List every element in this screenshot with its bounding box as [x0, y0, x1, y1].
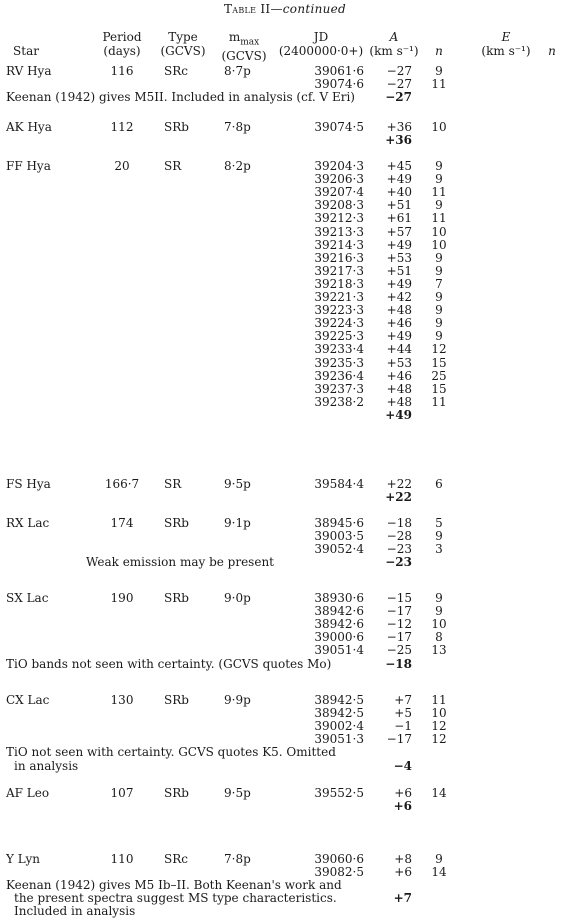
header-type — [158, 30, 208, 58]
observation-jd: 39002·4 — [314, 719, 364, 734]
observation-count: 9 — [435, 290, 443, 304]
observation-jd: 38942·5 — [314, 706, 364, 721]
observation-velocity: +53 — [386, 355, 412, 370]
observation-count: 9 — [435, 172, 443, 187]
observation-velocity: +6 — [394, 786, 412, 800]
star-note: Included in analysis — [14, 904, 136, 918]
header-period-line1: Period — [102, 30, 142, 44]
header-jd — [276, 30, 366, 58]
observation-velocity: −18 — [386, 516, 412, 530]
header-n2-label: n — [548, 44, 556, 58]
observation-jd: 39204·3 — [314, 159, 364, 173]
observation-count: 10 — [431, 120, 447, 134]
observation-velocity: −1 — [394, 719, 412, 734]
header-e-line1 — [476, 30, 536, 44]
observation-velocity: +51 — [386, 263, 412, 278]
header-mmax-m: m — [228, 30, 241, 44]
star-note: in analysis — [14, 758, 79, 773]
star-name: CX Lac — [6, 693, 50, 707]
star-mmax: 9·1p — [224, 516, 251, 530]
observation-count: 12 — [431, 342, 447, 357]
observation-jd: 39000·6 — [314, 630, 364, 645]
observation-jd: 39225·3 — [314, 329, 364, 344]
star-period: 107 — [110, 786, 134, 800]
observation-jd: 38942·5 — [314, 693, 364, 707]
star-name: RX Lac — [6, 516, 50, 530]
header-mmax-sub: max — [240, 37, 260, 48]
observation-count: 5 — [435, 516, 443, 530]
star-type: SRb — [164, 693, 189, 707]
header-star — [8, 44, 44, 58]
star-type: SR — [164, 159, 182, 173]
observation-velocity: +46 — [386, 316, 412, 331]
observation-jd: 39082·5 — [314, 865, 364, 880]
observation-velocity: −17 — [386, 732, 412, 747]
observation-count: 7 — [435, 276, 443, 291]
star-mmax: 8·2p — [224, 159, 251, 173]
observation-velocity: +6 — [394, 865, 412, 880]
table-title-main: Table II — [223, 2, 271, 16]
star-note: TiO bands not seen with certainty. (GCVS quotes Mo) — [6, 656, 332, 671]
observation-count: 10 — [431, 617, 447, 632]
observation-count: 9 — [435, 852, 443, 866]
observation-count: 10 — [431, 224, 447, 239]
observation-velocity: −17 — [386, 604, 412, 619]
observation-jd: 39207·4 — [314, 185, 364, 200]
star-type: SRb — [164, 516, 189, 530]
observation-jd: 39061·6 — [314, 64, 364, 78]
observation-count: 9 — [435, 604, 443, 619]
observation-count: 9 — [435, 250, 443, 265]
header-type-line2: (GCVS) — [160, 44, 206, 58]
star-period: 110 — [110, 852, 134, 866]
star-note: Keenan (1942) gives M5 Ib–II. Both Keenan's work and — [6, 878, 342, 893]
observation-jd: 39074·6 — [314, 77, 364, 92]
observation-count: 11 — [431, 211, 447, 226]
observation-velocity: +57 — [386, 224, 412, 239]
observation-velocity: +8 — [394, 852, 412, 866]
star-mmax: 9·5p — [224, 477, 251, 491]
star-mean-velocity: +22 — [385, 490, 412, 505]
header-mmax-line1 — [216, 30, 272, 49]
observation-velocity: −23 — [386, 542, 412, 557]
observation-velocity: +7 — [394, 693, 412, 707]
observation-velocity: −25 — [386, 643, 412, 658]
star-note: Weak emission may be present — [86, 555, 274, 570]
star-period: 112 — [110, 120, 134, 134]
star-mmax: 7·8p — [224, 852, 251, 866]
star-mean-velocity: +7 — [393, 891, 412, 906]
header-n-label: n — [435, 44, 443, 58]
observation-jd: 39224·3 — [314, 316, 364, 331]
observation-count: 15 — [431, 355, 447, 370]
observation-count: 15 — [431, 381, 447, 396]
star-type: SRb — [164, 120, 189, 134]
observation-jd: 39051·3 — [314, 732, 364, 747]
star-period: 130 — [110, 693, 134, 707]
header-n — [424, 44, 454, 58]
observation-count: 9 — [435, 591, 443, 605]
star-period: 174 — [110, 516, 134, 530]
header-n2 — [540, 44, 564, 58]
header-jd-line1: JD — [313, 30, 329, 44]
observation-velocity: −17 — [386, 630, 412, 645]
header-a — [366, 30, 422, 58]
observation-jd: 39074·5 — [314, 120, 364, 134]
star-period: 116 — [110, 64, 134, 78]
observation-jd: 39223·3 — [314, 303, 364, 318]
observation-velocity: +49 — [386, 329, 412, 344]
observation-jd: 39235·3 — [314, 355, 364, 370]
observation-count: 11 — [431, 394, 447, 409]
star-name: AF Leo — [6, 786, 50, 800]
star-mean-velocity: −18 — [385, 656, 412, 671]
header-period — [100, 30, 144, 58]
observation-count: 11 — [431, 693, 447, 707]
observation-jd: 38942·6 — [314, 604, 364, 619]
header-type-line1: Type — [168, 30, 198, 44]
observation-velocity: +42 — [386, 290, 412, 304]
star-mean-velocity: +49 — [385, 407, 412, 422]
header-a-symbol: A — [389, 30, 399, 44]
table-title-suffix: —continued — [270, 2, 347, 16]
observation-count: 12 — [431, 719, 447, 734]
star-mmax: 7·8p — [224, 120, 251, 134]
observation-velocity: +61 — [386, 211, 412, 226]
observation-count: 6 — [435, 477, 443, 491]
observation-count: 9 — [435, 303, 443, 318]
observation-count: 9 — [435, 198, 443, 213]
observation-jd: 39003·5 — [314, 529, 364, 544]
star-name: RV Hya — [6, 64, 52, 78]
observation-jd: 39051·4 — [314, 643, 364, 658]
observation-jd: 39584·4 — [314, 477, 364, 491]
observation-velocity: +45 — [386, 159, 412, 173]
header-mmax — [216, 30, 272, 63]
star-mmax: 9·0p — [224, 591, 251, 605]
observation-count: 9 — [435, 316, 443, 331]
star-period: 20 — [114, 159, 130, 173]
observation-count: 12 — [431, 732, 447, 747]
star-mean-velocity: −27 — [385, 90, 412, 105]
observation-velocity: +51 — [386, 198, 412, 213]
star-note: TiO not seen with certainty. GCVS quotes K5. Omitted — [6, 745, 336, 760]
observation-velocity: +48 — [386, 303, 412, 318]
observation-velocity: +44 — [386, 342, 412, 357]
observation-jd: 38942·6 — [314, 617, 364, 632]
observation-velocity: −15 — [386, 591, 412, 605]
star-mean-velocity: −23 — [385, 555, 412, 570]
star-note: the present spectra suggest MS type characteristics. — [14, 891, 337, 906]
observation-jd: 39208·3 — [314, 198, 364, 213]
observation-velocity: +48 — [386, 381, 412, 396]
star-name: FF Hya — [6, 159, 51, 173]
observation-count: 14 — [431, 865, 447, 880]
star-mean-velocity: +6 — [393, 799, 412, 814]
header-e-symbol: E — [501, 30, 511, 44]
star-mean-velocity: −4 — [393, 758, 412, 773]
observation-count: 9 — [435, 329, 443, 344]
observation-jd: 39216·3 — [314, 250, 364, 265]
observation-jd: 39237·3 — [314, 381, 364, 396]
observation-jd: 39214·3 — [314, 237, 364, 252]
header-jd-line2: (2400000·0+) — [278, 44, 364, 58]
observation-velocity: +22 — [386, 477, 412, 491]
observation-velocity: +40 — [386, 185, 412, 200]
star-name: Y Lyn — [6, 852, 41, 866]
header-e-line2: (km s⁻¹) — [481, 44, 531, 58]
observation-velocity: +49 — [386, 237, 412, 252]
observation-velocity: −28 — [386, 529, 412, 544]
observation-jd: 39206·3 — [314, 172, 364, 187]
star-type: SR — [164, 477, 182, 491]
header-e — [476, 30, 536, 58]
star-type: SRb — [164, 786, 189, 800]
observation-velocity: −27 — [386, 77, 412, 92]
header-a-line1 — [366, 30, 422, 44]
star-type: SRc — [164, 852, 188, 866]
observation-count: 13 — [431, 643, 447, 658]
observation-jd: 39552·5 — [314, 786, 364, 800]
star-mean-velocity: +36 — [385, 133, 412, 148]
observation-jd: 39213·3 — [314, 224, 364, 239]
observation-count: 3 — [435, 542, 443, 557]
star-mmax: 8·7p — [224, 64, 251, 78]
observation-jd: 39060·6 — [314, 852, 364, 866]
observation-jd: 39217·3 — [314, 263, 364, 278]
observation-jd: 39238·2 — [314, 394, 364, 409]
observation-count: 9 — [435, 159, 443, 173]
observation-count: 9 — [435, 64, 443, 78]
observation-count: 10 — [431, 237, 447, 252]
observation-jd: 39212·3 — [314, 211, 364, 226]
observation-velocity: −12 — [386, 617, 412, 632]
observation-jd: 39233·4 — [314, 342, 364, 357]
observation-count: 9 — [435, 529, 443, 544]
observation-velocity: +48 — [386, 394, 412, 409]
star-type: SRc — [164, 64, 188, 78]
observation-count: 9 — [435, 263, 443, 278]
observation-count: 25 — [431, 368, 447, 383]
observation-count: 8 — [435, 630, 443, 645]
observation-jd: 39236·4 — [314, 368, 364, 383]
star-name: SX Lac — [6, 591, 49, 605]
observation-velocity: +53 — [386, 250, 412, 265]
header-a-line2: (km s⁻¹) — [369, 44, 419, 58]
observation-velocity: +46 — [386, 368, 412, 383]
observation-jd: 39218·3 — [314, 276, 364, 291]
star-type: SRb — [164, 591, 189, 605]
observation-jd: 38930·6 — [314, 591, 364, 605]
star-period: 166·7 — [104, 477, 140, 491]
observation-velocity: +36 — [386, 120, 412, 134]
observation-count: 14 — [431, 786, 447, 800]
star-name: AK Hya — [6, 120, 52, 134]
star-note: Keenan (1942) gives M5II. Included in analysis (cf. V Eri) — [6, 90, 355, 105]
observation-count: 11 — [431, 185, 447, 200]
observation-count: 11 — [431, 77, 447, 92]
observation-velocity: +5 — [394, 706, 412, 721]
star-mmax: 9·9p — [224, 693, 251, 707]
star-period: 190 — [110, 591, 134, 605]
header-star-label: Star — [13, 44, 39, 58]
observation-velocity: −27 — [386, 64, 412, 78]
observation-velocity: +49 — [386, 172, 412, 187]
header-period-line2: (days) — [103, 44, 141, 58]
table-title — [0, 2, 570, 16]
star-mmax: 9·5p — [224, 786, 251, 800]
observation-count: 10 — [431, 706, 447, 721]
header-mmax-line2: (GCVS) — [221, 49, 267, 64]
observation-velocity: +49 — [386, 276, 412, 291]
observation-jd: 39221·3 — [314, 290, 364, 304]
observation-jd: 38945·6 — [314, 516, 364, 530]
star-name: FS Hya — [6, 477, 51, 491]
observation-jd: 39052·4 — [314, 542, 364, 557]
